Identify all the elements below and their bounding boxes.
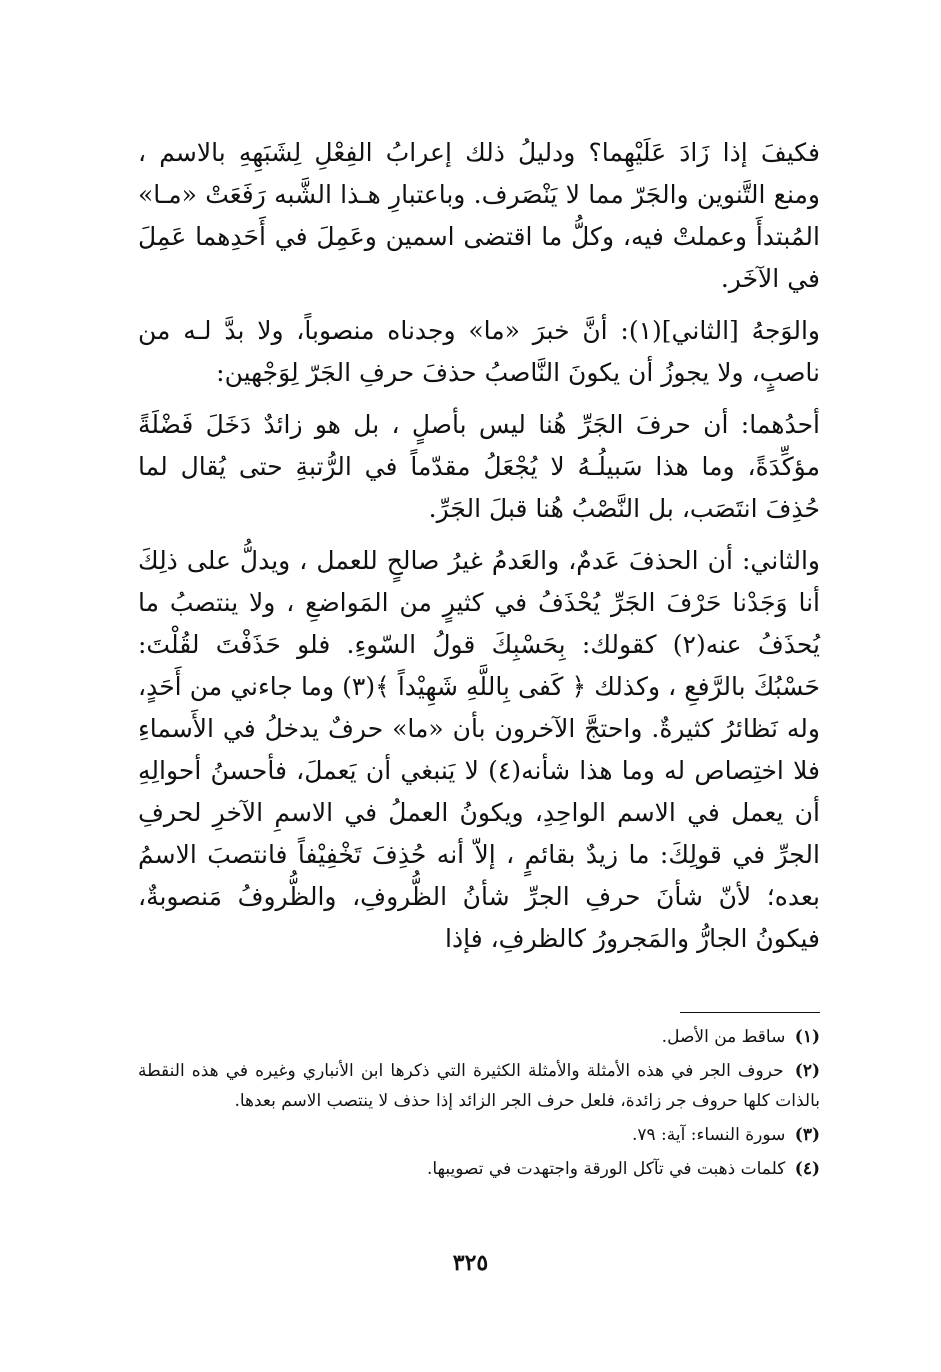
- footnote-3: [138, 1120, 820, 1150]
- page-number: ٣٢٥: [452, 1250, 489, 1276]
- footnote-number: (١): [794, 1027, 820, 1047]
- paragraph-3: أحدُهما: أن حرفَ الجَرِّ هُنا ليس بأصلٍ ، بل هو زائدٌ دَخَلَ فَضْلَةً مؤكِّدَةً، وما هذا سَبيلُـهُ لا يُجْعَلُ مقدّماً في الرُّتبةِ حتى يُقال لما حُذِفَ انتَصَب، بل النَّصْبُ هُنا قبلَ الجَرِّ.: [138, 410, 820, 523]
- paragraph-1: فكيفَ إذا زَادَ عَلَيْهِما؟ ودليلُ ذلك إعرابُ الفِعْلِ لِشَبَهِهِ بالاسم ، ومنع التَّنوين والجَرّ مما لا يَنْصَرف. وباعتبارِ هـذا الشَّبه رَفَعَتْ «مـا» المُبتدأَ وعملتْ فيه، وكلُّ ما اقتضى اسمين وعَمِلَ في أَحَدِهما عَمِلَ في الآخَر.: [138, 138, 820, 293]
- footnote-text: سورة النساء: آية: ٧٩.: [631, 1125, 786, 1145]
- footnote-text: حروف الجر في هذه الأمثلة والأمثلة الكثيرة التي ذكرها ابن الأنباري وغيره في هذه النقطة بالذات كلها حروف جر زائدة، فلعل حرف الجر الزائد إذا حذف لا ينتصب الاسم بعدها.: [138, 1061, 820, 1111]
- footnote-2: [138, 1056, 820, 1116]
- footnote-4: [138, 1154, 820, 1184]
- footnotes: [138, 1022, 820, 1188]
- footnote-1: [138, 1022, 820, 1052]
- footnote-divider: [680, 1012, 820, 1013]
- paragraph-4: والثاني: أن الحذفَ عَدمٌ، والعَدمُ غيرُ صالحٍ للعمل ، ويدلُّ على ذلِكَ أنا وَجَدْنا حَرْفَ الجَرِّ يُحْذَفُ في كثيرٍ من المَواضعِ ، ولا ينتصبُ ما يُحذَفُ عنه(٢) كقولك: بِحَسْبِكَ قولُ السّوءِ. فلو حَذَفْتَ لقُلْتَ: حَسْبُكَ بالرَّفعِ ، وكذلك ﴿ كَفى بِاللَّهِ شَهِيْداً ﴾(٣) وما جاءني من أَحَدٍ، وله نَظائرُ كثيرةٌ. واحتجَّ الآخرون بأن «ما» حرفٌ يدخلُ في الأَسماءِ فلا اختِصاص له وما هذا شأنه(٤) لا يَنبغي أن يَعملَ، فأحسنُ أحوالِهِ أن يعمل في الاسم الواحِدِ، ويكونُ العملُ في الاسمِ الآخرِ لحرفِ الجرِّ في قولِكَ: ما زيدٌ بقائمٍ ، إلاّ أنه حُذِفَ تَخْفِيْفاً فانتصبَ الاسمُ بعده؛ لأنّ شأنَ حرفِ الجرِّ شأنُ الظُّروفِ، والظُّروفُ مَنصوبةٌ، فيكونُ الجارُّ والمَجرورُ كالظرفِ، فإذا: [138, 546, 820, 953]
- main-text: [138, 132, 820, 970]
- footnote-number: (٤): [794, 1159, 820, 1179]
- footnote-text: كلمات ذهبت في تآكل الورقة واجتهدت في تصويبها.: [426, 1159, 786, 1179]
- paragraph-2: والوَجهُ [الثاني](١): أنَّ خبرَ «ما» وجدناه منصوباً، ولا بدَّ لـه من ناصبٍ، ولا يجوزُ أن يكونَ النَّاصبُ حذفَ حرفِ الجَرّ لِوَجْهين:: [138, 316, 820, 387]
- footnote-number: (٣): [794, 1125, 820, 1145]
- footnote-number: (٢): [794, 1061, 820, 1081]
- footnote-text: ساقط من الأصل.: [661, 1027, 786, 1047]
